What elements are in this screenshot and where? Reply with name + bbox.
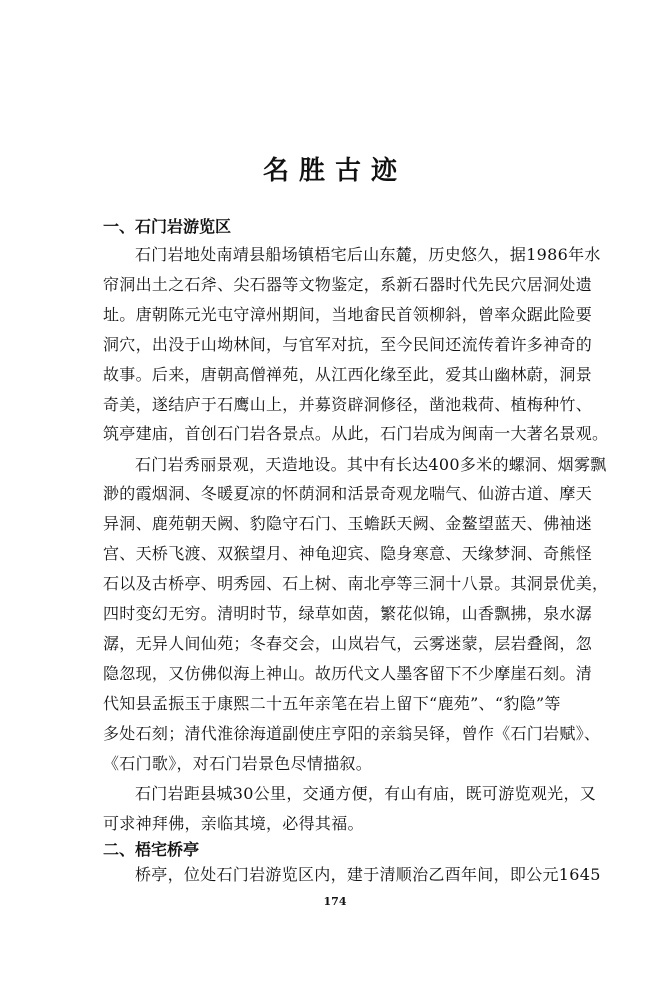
paragraph-line: 宫、天桥飞渡、双猴望月、神龟迎宾、隐身寒意、天缘梦洞、奇熊怪 [103, 544, 593, 563]
paragraph-line: 奇美，遂结庐于石鹰山上，并募资辟洞修径，凿池栽荷、植梅种竹、 [103, 395, 593, 414]
paragraph-line: 四时变幻无穷。清明时节，绿草如茵，繁花似锦，山香飘拂，泉水潺 [103, 604, 593, 623]
section-heading-2: 二、梧宅桥亭 [103, 840, 200, 859]
paragraph-line: 筑亭建庙，首创石门岩各景点。从此，石门岩成为闽南一大著名景观。 [103, 424, 609, 443]
paragraph-line: 代知县孟振玉于康熙二十五年亲笔在岩上留下“鹿苑”、“豹隐”等 [103, 694, 561, 713]
paragraph-line: 帘洞出土之石斧、尖石器等文物鉴定，系新石器时代先民穴居洞处遗 [103, 275, 593, 294]
paragraph-line: 石门岩地处南靖县船场镇梧宅后山东麓，历史悠久，据1986年水 [135, 245, 601, 264]
paragraph-line: 《石门歌》，对石门岩景色尽情描叙。 [103, 754, 373, 773]
paragraph-line: 异洞、鹿苑朝天阙、豹隐守石门、玉蟾跃天阙、金鳌望蓝天、佛袖迷 [103, 514, 593, 533]
page-title: 名胜古迹 [262, 156, 407, 186]
paragraph-line: 址。唐朝陈元光屯守漳州期间，当地畲民首领柳斜，曾率众踞此险要 [103, 305, 593, 324]
paragraph-line: 隐忽现，又仿佛似海上神山。故历代文人墨客留下不少摩崖石刻。清 [103, 664, 593, 683]
paragraph-line: 石以及古桥亭、明秀园、石上树、南北亭等三洞十八景。其洞景优美， [103, 574, 609, 593]
section-heading-1: 一、石门岩游览区 [103, 217, 232, 236]
paragraph-line: 故事。后来，唐朝高僧禅苑，从江西化缘至此，爱其山幽林蔚，洞景 [103, 365, 593, 384]
paragraph-line: 石门岩距县城30公里，交通方便，有山有庙，既可游览观光，又 [135, 784, 597, 803]
paragraph-line: 多处石刻；清代淮徐海道副使庄亨阳的亲翁吴铎，曾作《石门岩赋》、 [103, 724, 601, 743]
paragraph-line: 潺，无异人间仙苑；冬春交会，山岚岩气，云雾迷蒙，层岩叠阁，忽 [103, 634, 593, 653]
page-number: 174 [323, 895, 347, 908]
paragraph-line: 石门岩秀丽景观，天造地设。其中有长达400多米的螺洞、烟雾飘 [135, 455, 607, 474]
paragraph-line: 可求神拜佛，亲临其境，必得其福。 [103, 814, 364, 833]
paragraph-line: 渺的霞烟洞、冬暖夏凉的怀荫洞和活景奇观龙喘气、仙游古道、摩天 [103, 484, 593, 503]
paragraph-line: 桥亭，位处石门岩游览区内，建于清顺治乙酉年间，即公元1645 [135, 865, 601, 884]
paragraph-line: 洞穴，出没于山坳林间，与官军对抗，至今民间还流传着许多神奇的 [103, 335, 593, 354]
